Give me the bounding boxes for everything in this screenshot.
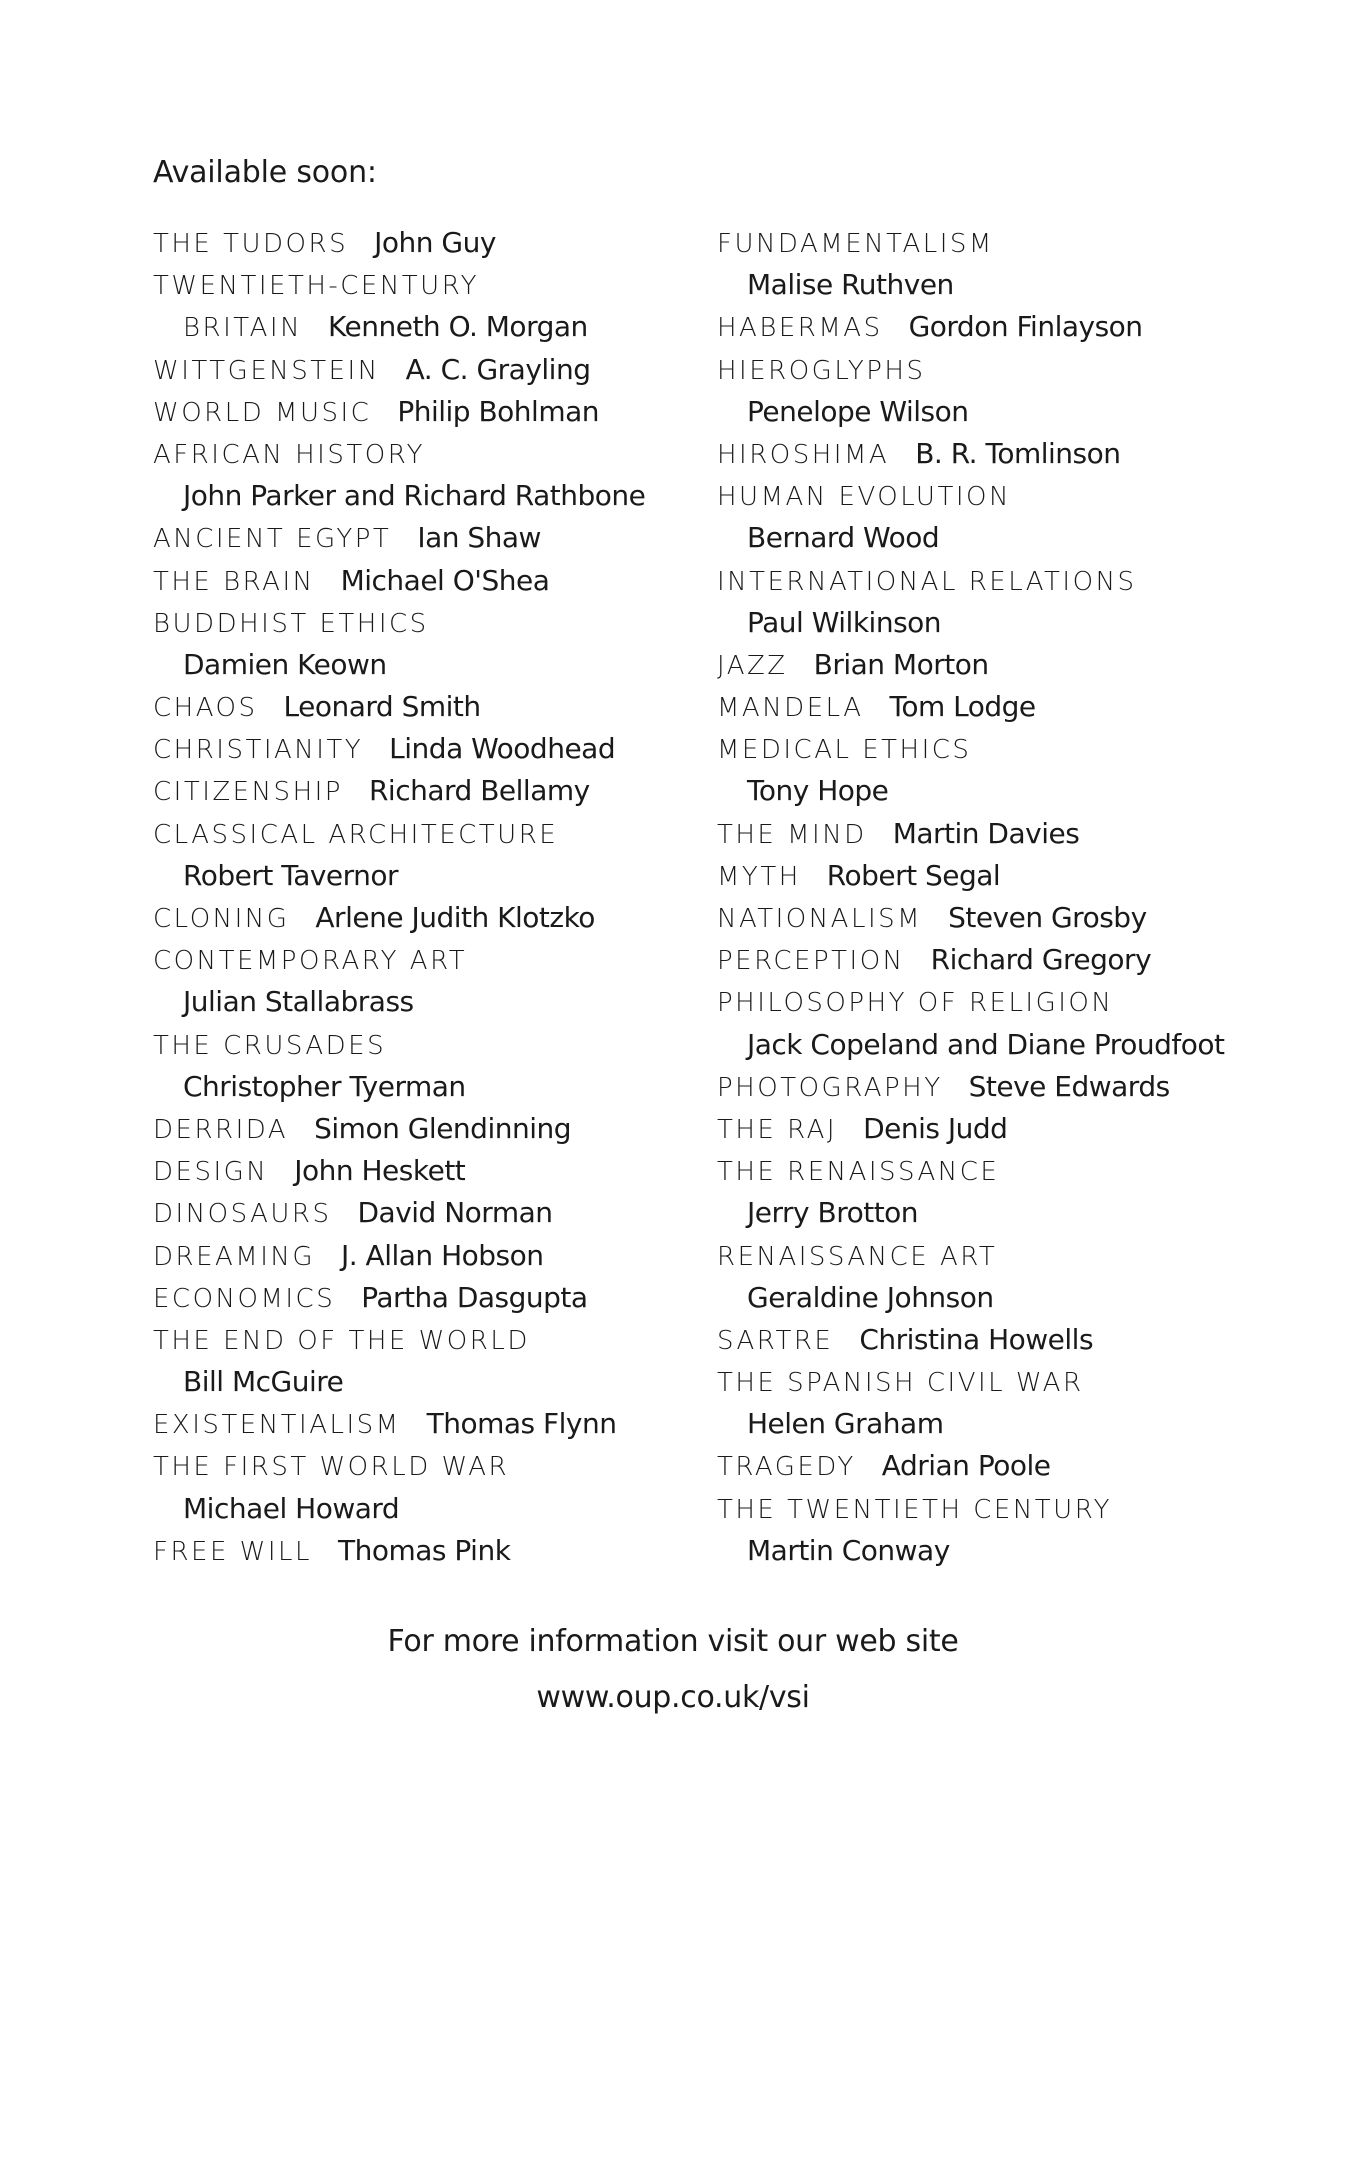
- book-author: Tony Hope: [747, 774, 889, 808]
- book-title: HABERMAS: [717, 313, 883, 344]
- book-title: HUMAN EVOLUTION: [717, 482, 1011, 513]
- list-item: [153, 1403, 713, 1445]
- book-author: Richard Gregory: [930, 943, 1152, 977]
- book-author: Denis Judd: [863, 1111, 1008, 1145]
- book-author: Paul Wilkinson: [747, 605, 942, 639]
- list-item: [153, 897, 713, 939]
- list-item: [717, 1319, 1317, 1361]
- list-item: [153, 391, 713, 433]
- book-title: PERCEPTION: [717, 946, 905, 977]
- list-item: [153, 728, 713, 770]
- book-author: Jerry Brotton: [747, 1196, 919, 1230]
- list-item: [717, 1361, 1317, 1403]
- book-title: CONTEMPORARY ART: [153, 946, 468, 977]
- book-title: CLONING: [153, 904, 290, 934]
- book-title: INTERNATIONAL RELATIONS: [717, 566, 1137, 597]
- book-title: TWENTIETH-CENTURY: [153, 271, 479, 302]
- list-item: [717, 349, 1317, 391]
- list-item: [153, 1066, 713, 1108]
- book-author: A. C. Grayling: [405, 352, 591, 386]
- book-author: Leonard Smith: [283, 690, 481, 724]
- list-item: [153, 306, 713, 348]
- book-title: HIROSHIMA: [717, 439, 890, 470]
- book-author: Damien Keown: [183, 647, 387, 681]
- list-item: [717, 433, 1317, 475]
- book-title: THE MIND: [717, 819, 867, 850]
- list-item: [153, 1192, 713, 1234]
- book-author: Richard Bellamy: [368, 774, 590, 808]
- list-item: [717, 1403, 1317, 1445]
- list-item: [153, 1530, 713, 1572]
- book-author: Tom Lodge: [889, 690, 1036, 724]
- book-title: FUNDAMENTALISM: [717, 229, 994, 259]
- book-title: THE TWENTIETH CENTURY: [717, 1494, 1112, 1525]
- book-title: TRAGEDY: [717, 1452, 856, 1483]
- book-author: Brian Morton: [813, 647, 989, 681]
- list-item: [717, 475, 1317, 517]
- book-author: Bill McGuire: [183, 1365, 344, 1399]
- list-item: [717, 897, 1317, 939]
- list-item: [153, 644, 713, 686]
- list-item: [153, 560, 713, 602]
- book-title: THE BRAIN: [153, 566, 315, 597]
- book-title: JAZZ: [717, 650, 788, 681]
- list-item: [717, 1150, 1317, 1192]
- list-item: [153, 770, 713, 812]
- list-item: [153, 1108, 713, 1150]
- book-author: Thomas Pink: [338, 1533, 511, 1567]
- book-author: Partha Dasgupta: [361, 1280, 588, 1314]
- book-title: AFRICAN HISTORY: [153, 439, 425, 470]
- book-author: Linda Woodhead: [389, 732, 616, 766]
- book-author: Robert Segal: [826, 858, 1001, 892]
- book-title: THE TUDORS: [153, 229, 349, 259]
- list-item: [717, 1235, 1317, 1277]
- book-author: B. R. Tomlinson: [915, 436, 1121, 470]
- footer-website-link[interactable]: www.oup.co.uk/vsi: [536, 1680, 810, 1715]
- book-title: BRITAIN: [183, 313, 303, 344]
- right-column: [717, 222, 1317, 1572]
- book-author: Christopher Tyerman: [183, 1069, 466, 1103]
- book-author: Adrian Poole: [881, 1449, 1051, 1483]
- book-title: CITIZENSHIP: [153, 777, 343, 808]
- book-author: J. Allan Hobson: [341, 1238, 544, 1272]
- book-author: Robert Tavernor: [183, 858, 399, 892]
- list-item: [717, 517, 1317, 559]
- list-item: [153, 855, 713, 897]
- book-title: THE SPANISH CIVIL WAR: [717, 1368, 1084, 1399]
- list-item: [153, 1235, 713, 1277]
- list-item: [717, 728, 1317, 770]
- book-title: ECONOMICS: [153, 1283, 336, 1314]
- book-title: THE RENAISSANCE: [717, 1157, 1000, 1188]
- book-title: DINOSAURS: [153, 1199, 332, 1230]
- book-author: Jack Copeland and Diane Proudfoot: [747, 1027, 1225, 1061]
- list-item: [153, 813, 713, 855]
- list-item: [153, 981, 713, 1023]
- book-author: Geraldine Johnson: [747, 1280, 994, 1314]
- book-author: Steve Edwards: [968, 1069, 1170, 1103]
- list-item: [717, 939, 1317, 981]
- list-item: [717, 602, 1317, 644]
- book-title: CLASSICAL ARCHITECTURE: [153, 819, 559, 850]
- book-author: Michael O'Shea: [340, 563, 550, 597]
- list-item: [717, 770, 1317, 812]
- list-item: [717, 1277, 1317, 1319]
- book-author: Thomas Flynn: [426, 1407, 617, 1441]
- list-item: [153, 686, 713, 728]
- list-item: [717, 1530, 1317, 1572]
- page-heading: Available soon:: [153, 155, 377, 190]
- book-title: PHILOSOPHY OF RELIGION: [717, 988, 1114, 1019]
- book-title: MYTH: [717, 861, 801, 892]
- book-title: THE FIRST WORLD WAR: [153, 1452, 510, 1483]
- list-item: [153, 1150, 713, 1192]
- list-item: [153, 1488, 713, 1530]
- list-item: [717, 391, 1317, 433]
- book-title: HIEROGLYPHS: [717, 355, 926, 386]
- list-item: [153, 517, 713, 559]
- list-item: [717, 1066, 1317, 1108]
- list-item: [153, 602, 713, 644]
- list-item: [153, 1319, 713, 1361]
- book-author: Arlene Judith Klotzko: [315, 901, 595, 934]
- list-item: [717, 306, 1317, 348]
- list-item: [153, 475, 713, 517]
- book-author: Malise Ruthven: [747, 268, 954, 302]
- footer-info-text: For more information visit our web site: [387, 1624, 959, 1659]
- book-author: Philip Bohlman: [397, 394, 599, 428]
- list-item: [153, 939, 713, 981]
- book-title: WORLD MUSIC: [153, 397, 372, 428]
- book-title: THE END OF THE WORLD: [153, 1325, 530, 1356]
- book-title: MEDICAL ETHICS: [717, 735, 972, 766]
- book-author: John Guy: [374, 226, 496, 259]
- book-author: Kenneth O. Morgan: [328, 310, 588, 344]
- book-author: Michael Howard: [183, 1491, 400, 1525]
- list-item: [153, 433, 713, 475]
- book-title: DESIGN: [153, 1157, 269, 1188]
- list-item: [717, 264, 1317, 306]
- book-author: Ian Shaw: [417, 521, 541, 555]
- book-title: EXISTENTIALISM: [153, 1410, 401, 1441]
- book-title: PHOTOGRAPHY: [717, 1072, 943, 1103]
- list-item: [153, 264, 713, 306]
- list-item: [717, 813, 1317, 855]
- book-title: SARTRE: [717, 1325, 834, 1356]
- book-author: Helen Graham: [747, 1407, 944, 1441]
- book-author: John Parker and Richard Rathbone: [183, 479, 646, 513]
- list-item: [717, 1445, 1317, 1487]
- book-author: David Norman: [357, 1196, 553, 1230]
- book-author: Gordon Finlayson: [908, 310, 1143, 344]
- list-item: [717, 644, 1317, 686]
- list-item: [153, 1361, 713, 1403]
- list-item: [717, 1024, 1317, 1066]
- book-title: MANDELA: [717, 693, 864, 724]
- book-author: Martin Davies: [892, 816, 1080, 850]
- list-item: [717, 1192, 1317, 1234]
- book-title: CHRISTIANITY: [153, 735, 364, 766]
- book-title: DERRIDA: [153, 1114, 289, 1145]
- list-item: [717, 981, 1317, 1023]
- list-item: [717, 686, 1317, 728]
- book-title: RENAISSANCE ART: [717, 1241, 998, 1272]
- book-author: Julian Stallabrass: [183, 985, 414, 1019]
- book-title: BUDDHIST ETHICS: [153, 608, 429, 639]
- book-title: CHAOS: [153, 693, 258, 724]
- book-author: Penelope Wilson: [747, 394, 969, 428]
- list-item: [153, 349, 713, 391]
- book-author: Christina Howells: [859, 1322, 1094, 1356]
- book-author: Martin Conway: [747, 1533, 950, 1567]
- book-title: DREAMING: [153, 1241, 315, 1272]
- book-author: John Heskett: [294, 1154, 466, 1188]
- list-item: [153, 1445, 713, 1487]
- list-item: [717, 855, 1317, 897]
- book-title: ANCIENT EGYPT: [153, 524, 392, 555]
- list-item: [153, 1277, 713, 1319]
- book-author: Simon Glendinning: [314, 1111, 572, 1145]
- book-title: THE CRUSADES: [153, 1030, 387, 1061]
- book-title: THE RAJ: [717, 1114, 838, 1145]
- left-column: [153, 222, 713, 1572]
- list-item: [717, 1488, 1317, 1530]
- list-item: [153, 222, 713, 264]
- list-item: [717, 1108, 1317, 1150]
- list-item: [153, 1024, 713, 1066]
- book-title: FREE WILL: [153, 1536, 312, 1567]
- list-item: [717, 222, 1317, 264]
- book-title: NATIONALISM: [717, 904, 923, 934]
- book-author: Bernard Wood: [747, 521, 940, 555]
- book-author: Steven Grosby: [948, 901, 1147, 934]
- book-title: WITTGENSTEIN: [153, 355, 380, 386]
- list-item: [717, 560, 1317, 602]
